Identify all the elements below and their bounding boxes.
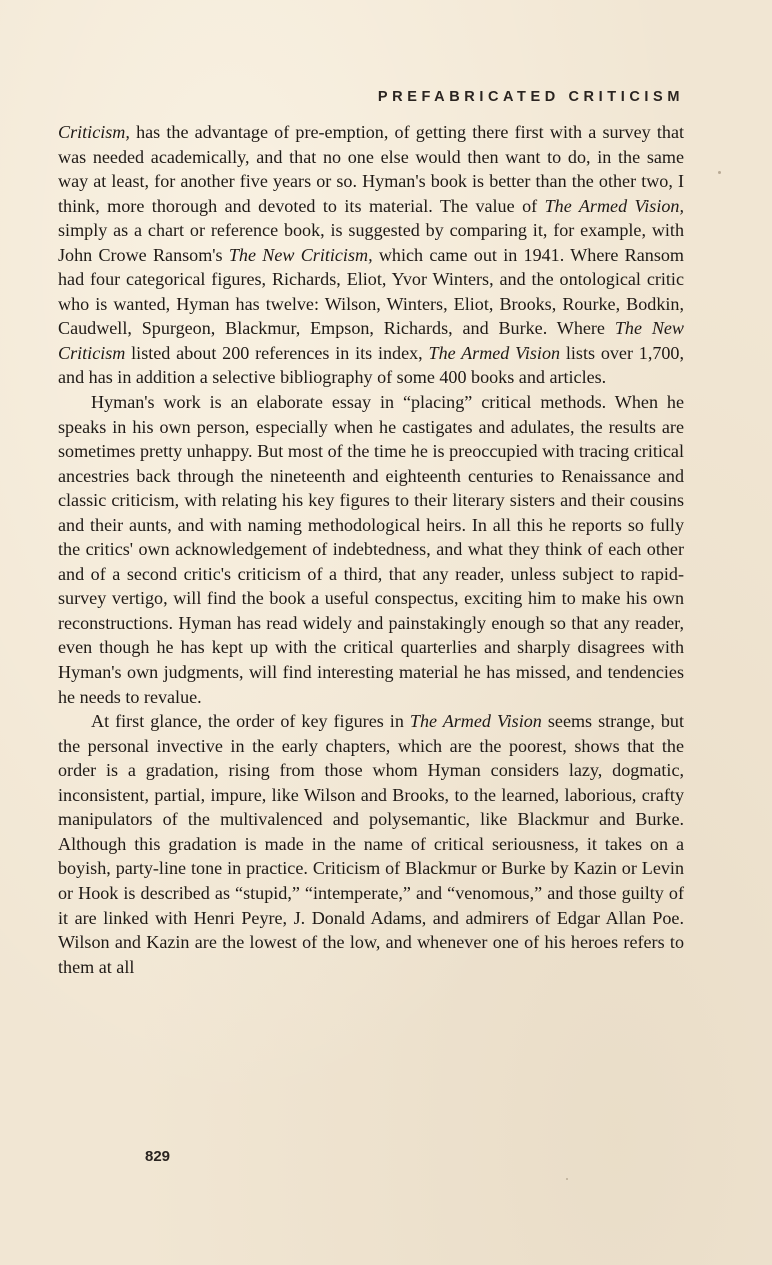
- paper-speck: [718, 171, 721, 174]
- text-segment: lists over 1,700, and has in addition a selective bibliography of some 400 books and articles.: [58, 342, 685, 388]
- text-segment: has the advantage of pre-emption, of getting there first with a survey that was needed academically, and that no one else would then want to do, in the same way at least, for another five years or so. Hyman's book is better than the other two, I think, more thorough and devoted to its material. The value of: [58, 122, 684, 216]
- paragraph-2: [58, 390, 684, 709]
- paragraph-1: [58, 120, 684, 390]
- text-segment: seems strange, but the personal invective in the early chapters, which are the poorest, shows that the order is a gradation, rising from those whom Hyman considers lazy, dogmatic, inconsistent, partial, impure, like Wilson and Brooks, to the learned, laborious, crafty manipulators of the multivalenced and polysemantic, like Blackmur and Burke. Although this gradation is made in the name of critical seriousness, it takes on a boyish, party-line tone in practice. Criticism of Blackmur or Burke by Kazin or Levin or Hook is described as “stupid,” “intemperate,” and “venomous,” and those guilty of it are linked with Henri Peyre, J. Donald Adams, and admirers of Edgar Allan Poe. Wilson and Kazin are the lowest of the low, and whenever one of his heroes refers to them at all: [58, 711, 685, 977]
- paragraph-3: [58, 709, 684, 979]
- text-segment: The Armed Vision,: [544, 195, 684, 216]
- page-number: 829: [145, 1148, 171, 1165]
- text-segment: The New Criticism: [58, 318, 684, 363]
- text-segment: Hyman's work is an elaborate essay in “placing” critical methods. When he speaks in his own person, especially when he castigates and adulates, the results are sometimes pretty unhappy. But most of the time he is preoccupied with tracing critical ancestries back through the nineteenth and eighteenth centuries to Renaissance and classic criticism, with relating his key figures to their literary sisters and their cousins and their aunts, and with naming methodological heirs. In all this he reports so fully the critics' own acknowledgement of indebtedness, and what they think of each other and of a second critic's criticism of a third, that any reader, unless subject to rapid-survey vertigo, will find the book a useful conspectus, exciting him to make his own reconstructions. Hyman has read widely and painstakingly enough so that any reader, even though he has kept up with the critical quarterlies and sharply disagrees with Hyman's own judgments, will find interesting material he has missed, and tendencies he needs to revalue.: [58, 392, 684, 707]
- text-segment: listed about 200 references in its index,: [125, 342, 429, 363]
- text-segment: At first glance, the order of key figures in: [91, 711, 410, 732]
- paper-speck: [566, 1178, 568, 1180]
- body-text: [58, 120, 684, 979]
- text-segment: The Armed Vision: [409, 711, 542, 732]
- text-segment: Criticism,: [58, 122, 130, 142]
- text-segment: which came out in 1941. Where Ransom had four categorical figures, Richards, Eliot, Yvor Winters, and the ontological critic who is wanted, Hyman has twelve: Wilson, Winters, Eliot, Brooks, Rourke, Bodkin, Caudwell, Spurgeon, Blackmur, Empson, Richards, and Burke. Where: [58, 244, 684, 339]
- running-head: PREFABRICATED CRITICISM: [377, 89, 684, 105]
- text-segment: The New Criticism,: [228, 244, 373, 265]
- text-segment: The Armed Vision: [428, 342, 561, 363]
- text-segment: simply as a chart or reference book, is suggested by comparing it, for example, with John Crowe Ransom's: [58, 220, 684, 265]
